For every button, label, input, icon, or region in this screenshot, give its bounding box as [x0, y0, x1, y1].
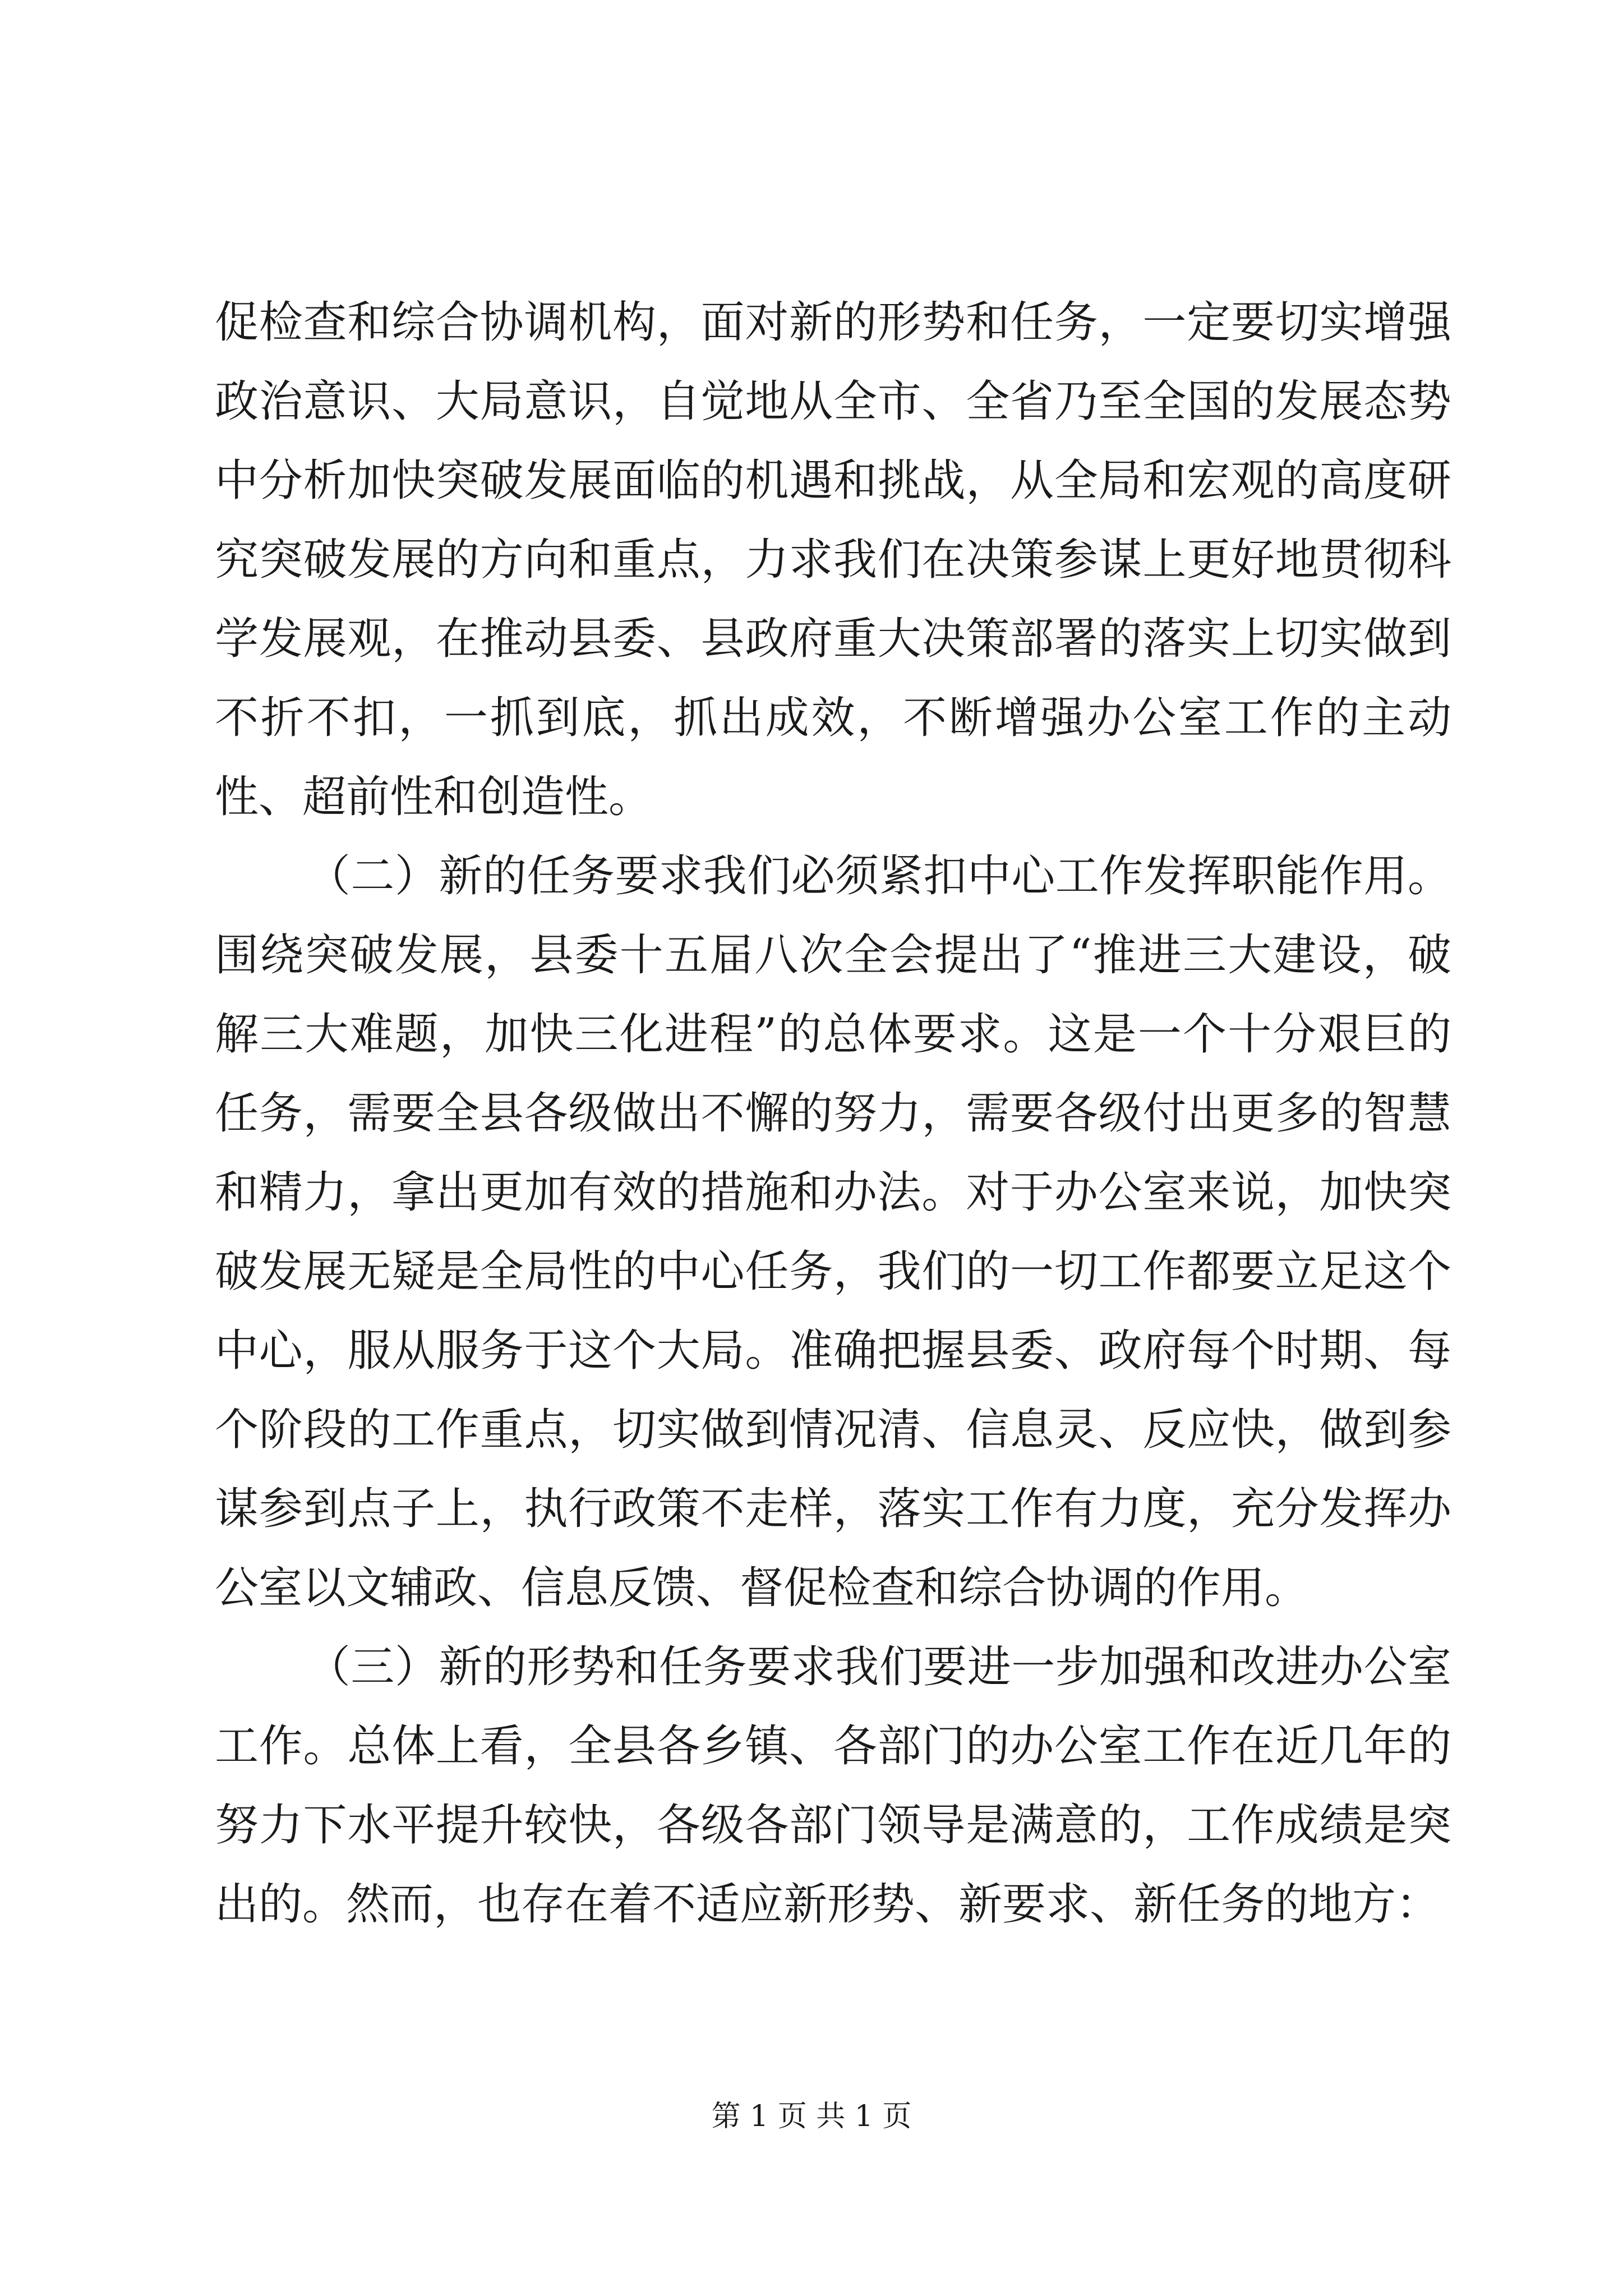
- page-footer: 第 1 页 共 1 页: [711, 2100, 912, 2133]
- paragraph-3: （三）新的形势和任务要求我们要进一步加强和改进办公室工作。总体上看，全县各乡镇、各部门的办公室工作在近几年的努力下水平提升较快，各级各部门领导是满意的，工作成绩是突出的。然而，也存在着不适应新形势、新要求、新任务的地方：: [215, 1642, 1451, 1930]
- document-body: [215, 283, 1451, 1944]
- paragraph-1: 促检查和综合协调机构，面对新的形势和任务，一定要切实增强政治意识、大局意识，自觉地从全市、全省乃至全国的发展态势中分析加快突破发展面临的机遇和挑战，从全局和宏观的高度研究突破发展的方向和重点，力求我们在决策参谋上更好地贯彻科学发展观，在推动县委、县政府重大决策部署的落实上切实做到不折不扣，一抓到底，抓出成效，不断增强办公室工作的主动性、超前性和创造性。: [215, 297, 1451, 822]
- paragraph-2: （二）新的任务要求我们必须紧扣中心工作发挥职能作用。围绕突破发展，县委十五届八次全会提出了“推进三大建设，破解三大难题，加快三化进程”的总体要求。这是一个十分艰巨的任务，需要全县各级做出不懈的努力，需要各级付出更多的智慧和精力，拿出更加有效的措施和办法。对于办公室来说，加快突破发展无疑是全局性的中心任务，我们的一切工作都要立足这个中心，服从服务于这个大局。准确把握县委、政府每个时期、每个阶段的工作重点，切实做到情况清、信息灵、反应快，做到参谋参到点子上，执行政策不走样，落实工作有力度，充分发挥办公室以文辅政、信息反馈、督促检查和综合协调的作用。: [215, 851, 1451, 1613]
